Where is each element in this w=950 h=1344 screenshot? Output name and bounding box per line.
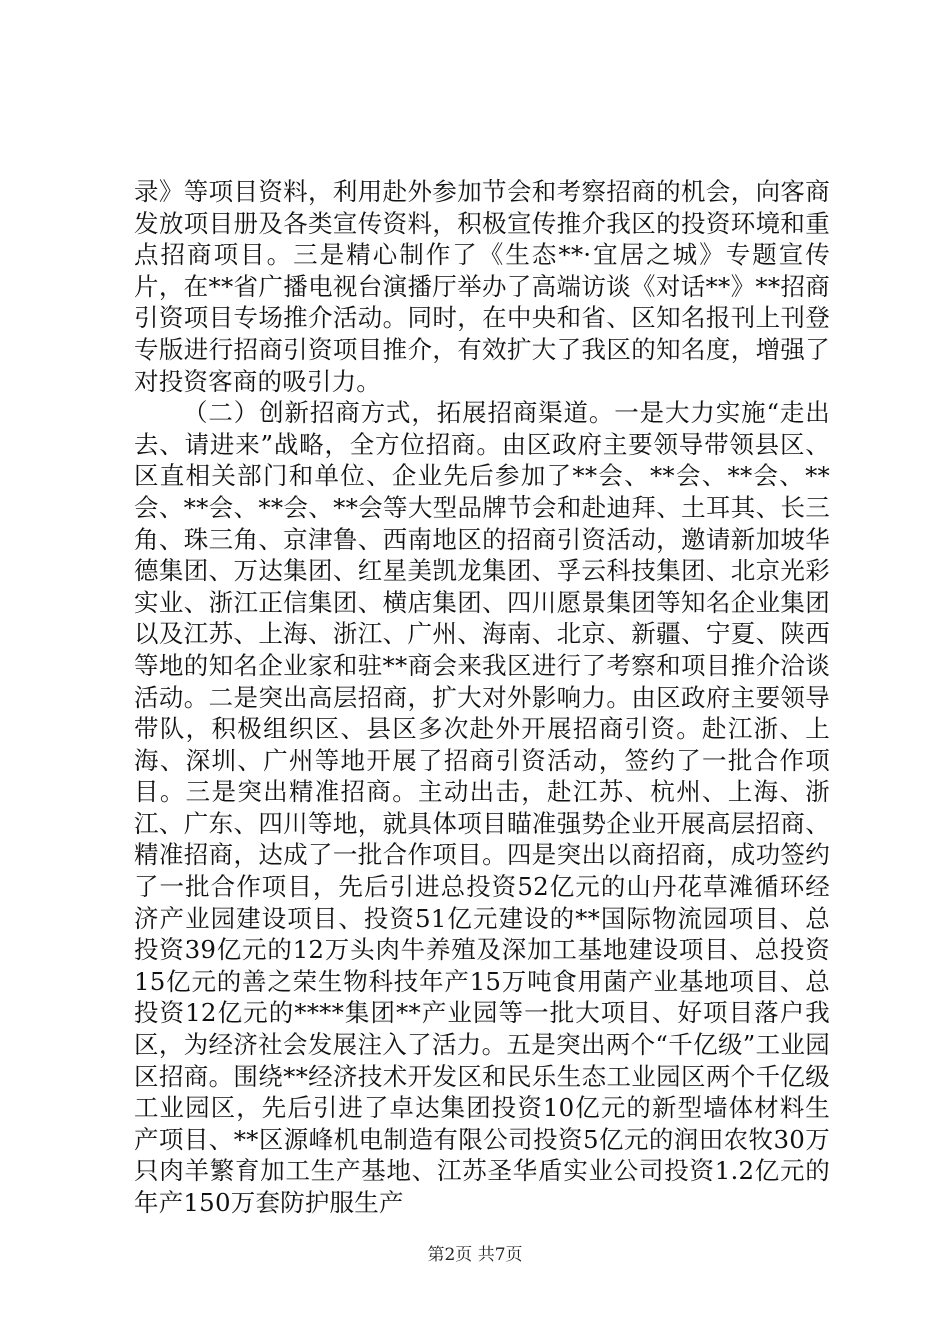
page-number: 第2页 共7页 (427, 1245, 523, 1265)
paragraph-continued: 录》等项目资料，利用赴外参加节会和考察招商的机会，向客商发放项目册及各类宣传资料，积极宣传推介我区的投资环境和重点招商项目。三是精心制作了《生态**·宜居之城》专题宣传片，在**省广播电视台演播厅举办了高端访谈《对话**》**招商引资项目专场推介活动。同时，在中央和省、区知名报刊上刊登专版进行招商引资项目推介，有效扩大了我区的知名度，增强了对投资客商的吸引力。 (134, 177, 830, 396)
paragraph-section-two: （二）创新招商方式，拓展招商渠道。一是大力实施“走出去、请进来”战略，全方位招商。由区政府主要领导带领县区、区直相关部门和单位、企业先后参加了**会、**会、**会、**会、**会、**会、**会等大型品牌节会和赴迪拜、土耳其、长三角、珠三角、京津鲁、西南地区的招商引资活动，邀请新加坡华德集团、万达集团、红星美凯龙集团、孚云科技集团、北京光彩实业、浙江正信集团、横店集团、四川愿景集团等知名企业集团以及江苏、上海、浙江、广州、海南、北京、新疆、宁夏、陕西等地的知名企业家和驻**商会来我区进行了考察和项目推介洽谈活动。二是突出高层招商，扩大对外影响力。由区政府主要领导带队，积极组织区、县区多次赴外开展招商引资。赴江浙、上海、深圳、广州等地开展了招商引资活动，签约了一批合作项目。三是突出精准招商。主动出击，赴江苏、杭州、上海、浙江、广东、四川等地，就具体项目瞄准强势企业开展高层招商、精准招商，达成了一批合作项目。四是突出以商招商，成功签约了一批合作项目，先后引进总投资52亿元的山丹花草滩循环经济产业园建设项目、投资51亿元建设的**国际物流园项目、总投资39亿元的12万头肉牛养殖及深加工基地建设项目、总投资15亿元的善之荣生物科技年产15万吨食用菌产业基地项目、总投资12亿元的****集团**产业园等一批大项目、好项目落户我区，为经济社会发展注入了活力。五是突出两个“千亿级”工业园区招商。围绕**经济技术开发区和民乐生态工业园区两个千亿级工业园区，先后引进了卓达集团投资10亿元的新型墙体材料生产项目、**区源峰机电制造有限公司投资5亿元的润田农牧30万只肉羊繁育加工生产基地、江苏圣华盾实业公司投资1.2亿元的年产150万套防护服生产 (134, 398, 830, 1217)
document-body (134, 176, 830, 1219)
page-footer (0, 1243, 950, 1267)
